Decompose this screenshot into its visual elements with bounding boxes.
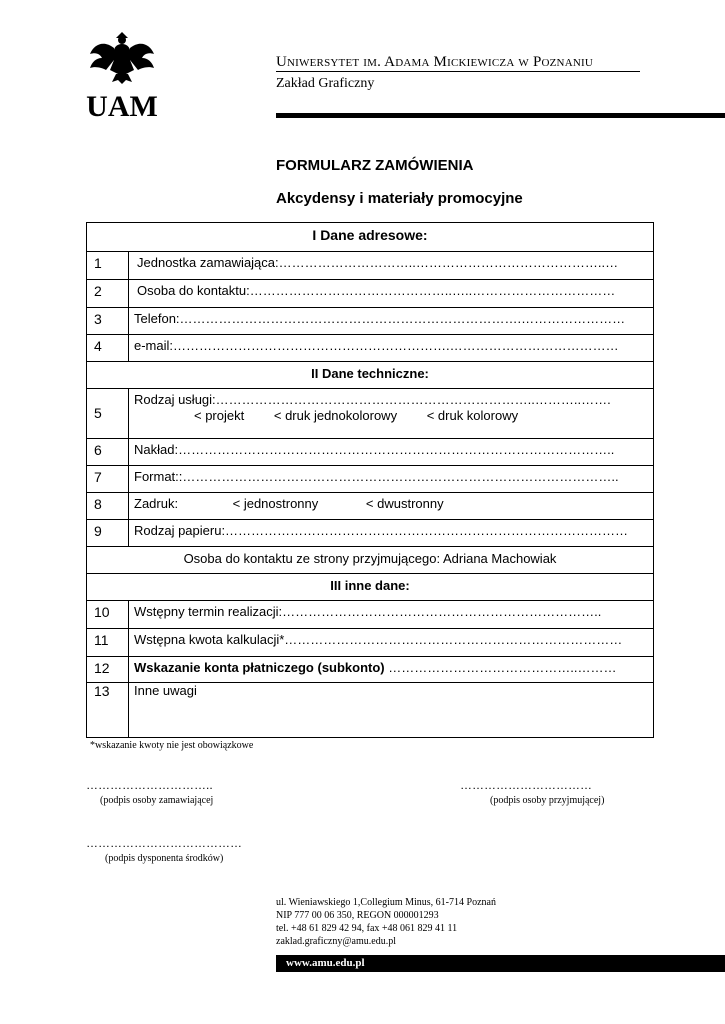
field-format[interactable]: Format::……………………………………………………………………………………….. <box>134 469 619 484</box>
field-unit[interactable]: Jednostka zamawiająca:…………………………..……………………………………..… <box>137 255 619 270</box>
print-label: Zadruk: <box>134 496 179 511</box>
address-block <box>276 896 496 948</box>
section-header-address <box>87 223 653 251</box>
field-service-type[interactable] <box>129 389 653 438</box>
field-account[interactable] <box>129 657 653 682</box>
field-quantity[interactable]: Nakład:……………………………………………………………………………………….. <box>134 442 615 457</box>
row-contact-person[interactable] <box>87 279 653 307</box>
field-phone[interactable]: Telefon:…………………………………………………………………….…………………… <box>134 311 626 326</box>
row-number: 1 <box>87 252 129 279</box>
department-name: Zakład Graficzny <box>276 76 375 91</box>
phone-fax: tel. +48 61 829 42 94, fax +48 061 829 41 11 <box>276 923 458 934</box>
row-number: 6 <box>87 439 129 465</box>
row-paper[interactable] <box>87 519 653 546</box>
contact-row <box>87 546 653 573</box>
logo-text: UAM <box>86 90 158 122</box>
field-paper[interactable]: Rodzaj papieru:………………………………………………………………………………… <box>134 523 629 538</box>
website-link[interactable]: www.amu.edu.pl <box>286 957 365 969</box>
header-bar <box>276 113 725 118</box>
row-number: 5 <box>87 389 129 438</box>
field-notes[interactable]: Inne uwagi <box>134 683 197 698</box>
section-title: III inne dane: <box>330 578 410 593</box>
service-type-label: Rodzaj usługi:………………………………………………………………..………..……. <box>134 392 611 407</box>
row-deadline[interactable] <box>87 600 653 628</box>
row-number: 2 <box>87 280 129 307</box>
orderer-signature-label: (podpis osoby zamawiającej <box>100 795 214 806</box>
field-print[interactable] <box>129 493 653 519</box>
row-email[interactable] <box>87 334 653 361</box>
row-unit[interactable] <box>87 251 653 279</box>
option-project[interactable]: < projekt <box>194 408 245 423</box>
uam-logo <box>86 30 158 122</box>
order-form-table <box>86 222 654 738</box>
disposer-signature-label: (podpis dysponenta środków) <box>105 853 224 864</box>
row-format[interactable] <box>87 465 653 492</box>
row-number: 4 <box>87 335 129 361</box>
row-number: 10 <box>87 601 129 628</box>
section-header-other <box>87 573 653 600</box>
row-number: 8 <box>87 493 129 519</box>
row-estimate[interactable] <box>87 628 653 656</box>
option-color[interactable]: < druk kolorowy <box>426 408 519 423</box>
receiver-signature-line: …………………………… <box>460 778 592 792</box>
row-number: 7 <box>87 466 129 492</box>
field-deadline[interactable]: Wstępny termin realizacji:……………………………………………………………….. <box>134 604 602 619</box>
header-rule <box>276 71 640 72</box>
orderer-signature-line: ………………………….. <box>86 778 213 792</box>
section-title: II Dane techniczne: <box>311 366 429 381</box>
row-number: 11 <box>87 629 129 656</box>
row-number: 13 <box>87 683 129 737</box>
contact-line: Osoba do kontaktu ze strony przyjmującego: Adriana Machowiak <box>183 551 557 566</box>
account-dots: ……………………………………..……… <box>388 660 617 675</box>
address-line: ul. Wieniawskiego 1,Collegium Minus, 61-714 Poznań <box>276 897 496 908</box>
field-email[interactable]: e-mail:……………………………………………………….………………………………… <box>134 338 619 353</box>
row-account[interactable] <box>87 656 653 682</box>
row-notes[interactable] <box>87 682 653 737</box>
row-number: 3 <box>87 308 129 334</box>
row-number: 9 <box>87 520 129 546</box>
option-single-color[interactable]: < druk jednokolorowy <box>273 408 398 423</box>
receiver-signature-label: (podpis osoby przyjmującej) <box>490 795 605 806</box>
tax-ids: NIP 777 00 06 350, REGON 000001293 <box>276 910 439 921</box>
field-estimate[interactable]: Wstępna kwota kalkulacji*…………………………………………………………………… <box>134 632 623 647</box>
section-header-technical <box>87 361 653 388</box>
disposer-signature-line: ………………………………… <box>86 836 242 850</box>
row-quantity[interactable] <box>87 438 653 465</box>
account-label: Wskazanie konta płatniczego (subkonto) <box>134 660 385 675</box>
form-title: FORMULARZ ZAMÓWIENIA <box>276 157 474 174</box>
section-title: I Dane adresowe: <box>312 227 428 243</box>
footnote: *wskazanie kwoty nie jest obowiązkowe <box>90 740 254 751</box>
option-double-sided[interactable]: < dwustronny <box>365 496 444 511</box>
university-name: Uniwersytet im. Adama Mickiewicza w Poznaniu <box>276 54 593 70</box>
row-print[interactable] <box>87 492 653 519</box>
email-address[interactable]: zaklad.graficzny@amu.edu.pl <box>276 936 396 947</box>
row-phone[interactable] <box>87 307 653 334</box>
field-contact-person[interactable]: Osoba do kontaktu:………………………………………..…..…………………………… <box>137 283 616 298</box>
form-subtitle: Akcydensy i materiały promocyjne <box>276 190 523 207</box>
service-options <box>134 408 653 423</box>
row-number: 12 <box>87 657 129 682</box>
option-single-sided[interactable]: < jednostronny <box>232 496 319 511</box>
row-service-type[interactable] <box>87 388 653 438</box>
